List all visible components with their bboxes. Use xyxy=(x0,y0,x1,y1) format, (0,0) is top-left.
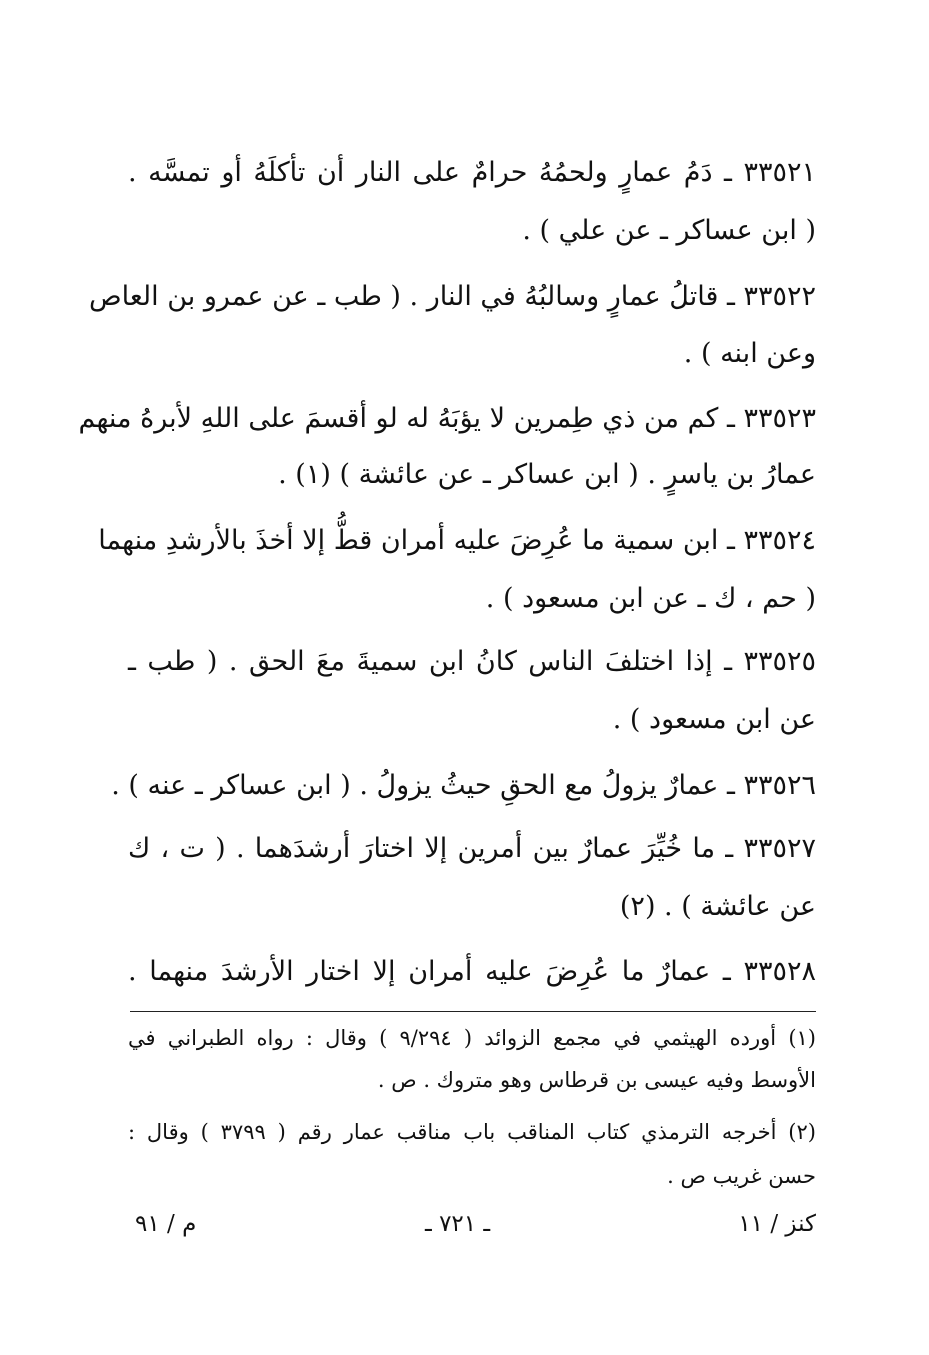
footnote-2-line-2: حسن غريب ص . xyxy=(667,1164,816,1188)
hadith-33525-line-1: ٣٣٥٢٥ ـ إذا اختلفَ الناس كانُ ابن سميةَ معَ الحق . ( طب ـ xyxy=(128,646,816,677)
page-number: ـ ٧٢١ ـ xyxy=(425,1211,491,1237)
hadith-33528-line-1: ٣٣٥٢٨ ـ عمارٌ ما عُرِضَ عليه أمران إلا اختار الأرشدَ منهما . xyxy=(128,956,816,987)
hadith-33523-line-1: ٣٣٥٢٣ ـ كم من ذي طِمرين لا يؤبَهُ له لو أقسمَ على اللهِ لأبرهُ منهم xyxy=(78,403,816,434)
footnote-separator xyxy=(130,1011,816,1012)
footer-signature-marker: م / ٩١ xyxy=(135,1211,197,1237)
hadith-33523-line-2: عمارُ بن ياسرٍ . ( ابن عساكر ـ عن عائشة ) (١) . xyxy=(278,459,816,490)
hadith-33525-line-2: عن ابن مسعود ) . xyxy=(612,704,816,735)
hadith-33521-line-1: ٣٣٥٢١ ـ دَمُ عمارٍ ولحمُهُ حرامٌ على النار أن تأكلَهُ أو تمسَّه . xyxy=(128,157,816,188)
footnote-1-line-2: الأوسط وفيه عيسى بن قرطاس وهو متروك . ص . xyxy=(377,1068,816,1092)
footnote-1-line-1: (١) أورده الهيثمي في مجمع الزوائد ( ٩/٢٩٤ ) وقال : رواه الطبراني في xyxy=(128,1026,816,1050)
hadith-33522-line-2: وعن ابنه ) . xyxy=(683,338,816,369)
hadith-33524-line-2: ( حم ، ك ـ عن ابن مسعود ) . xyxy=(485,583,816,614)
hadith-33527-line-1: ٣٣٥٢٧ ـ ما خُيِّرَ عمارٌ بين أمرين إلا اختارَ أرشدَهما . ( ت ، ك xyxy=(128,833,816,864)
hadith-33526-line-1: ٣٣٥٢٦ ـ عمارٌ يزولُ مع الحقِ حيثُ يزولُ . ( ابن عساكر ـ عنه ) . xyxy=(111,770,816,801)
hadith-33527-line-2: عن عائشة ) . (٢) xyxy=(619,891,816,922)
hadith-33524-line-1: ٣٣٥٢٤ ـ ابن سمية ما عُرِضَ عليه أمران قطُّ إلا أخذَ بالأرشدِ منهما xyxy=(98,525,816,556)
footnote-2-line-1: (٢) أخرجه الترمذي كتاب المناقب باب مناقب عمار رقم ( ٣٧٩٩ ) وقال : xyxy=(128,1120,816,1144)
footer-volume-marker: كنز / ١١ xyxy=(738,1211,816,1237)
hadith-33521-line-2: ( ابن عساكر ـ عن علي ) . xyxy=(522,215,816,246)
hadith-33522-line-1: ٣٣٥٢٢ ـ قاتلُ عمارٍ وسالبُهُ في النار . ( طب ـ عن عمرو بن العاص xyxy=(89,281,816,312)
